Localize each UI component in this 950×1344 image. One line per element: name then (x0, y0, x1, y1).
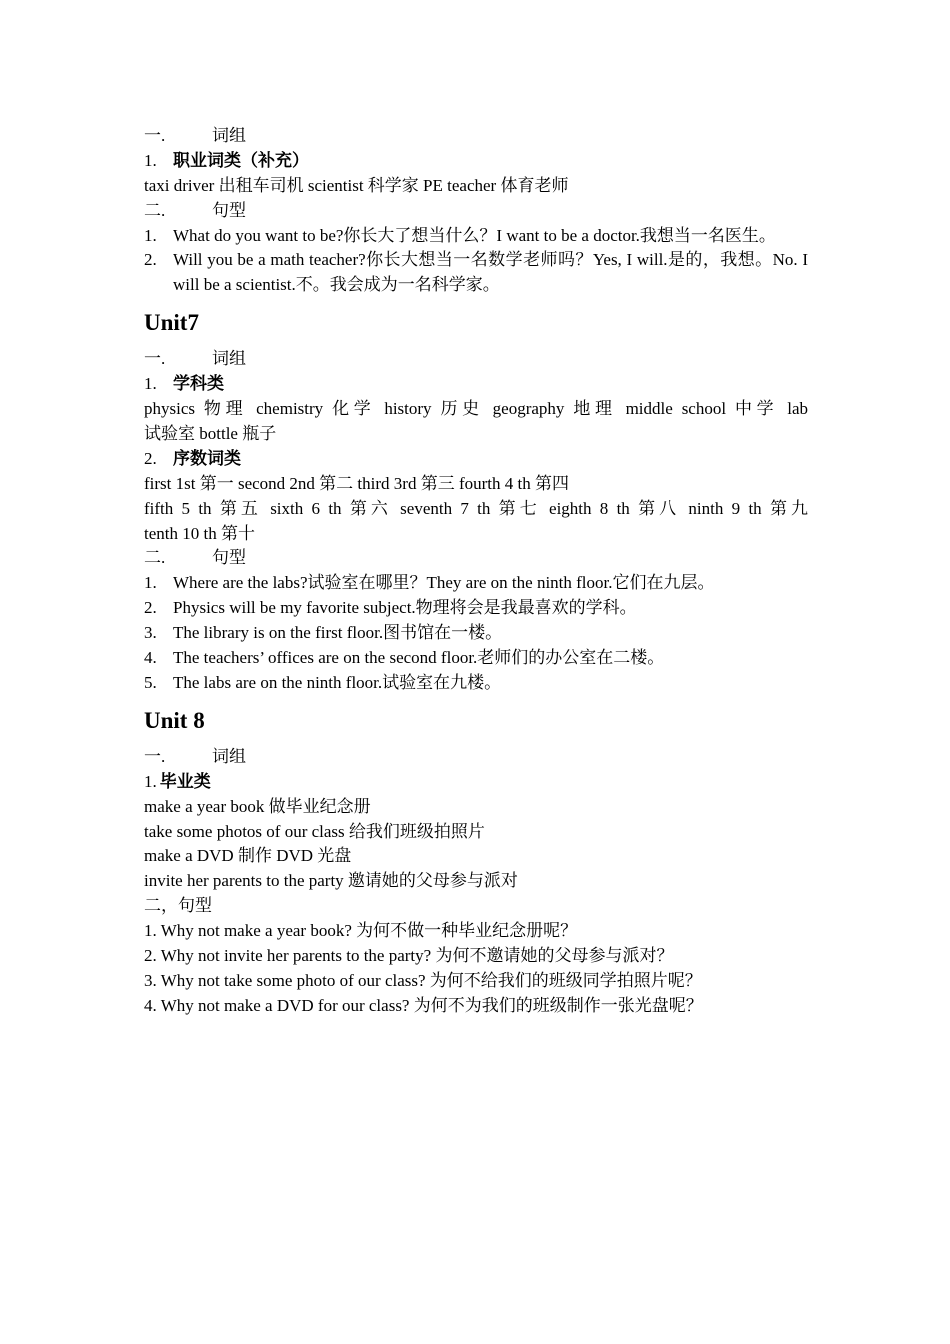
u8-sentence-line: 2. Why not invite her parents to the party? 为何不邀请她的父母参与派对？ (144, 945, 674, 965)
item-text: What do you want to be?你长大了想当什么？I want to be a doctor.我想当一名医生。 (173, 225, 776, 245)
u6-section-phrases-heading (144, 124, 808, 149)
u7-section-phrases-heading (144, 347, 808, 372)
u7-ordinals-line-2: fifth 5 th 第五 sixth 6 th 第六 seventh 7 th 第七 eighth 8 th 第八 ninth 9 th 第九 (144, 498, 808, 518)
u7-sentence-item (144, 596, 808, 621)
u8-phrase-line: make a year book 做毕业纪念册 (144, 796, 371, 816)
u6-section-sentences-heading (144, 199, 808, 224)
item-text: Physics will be my favorite subject.物理将会是我最喜欢的学科。 (173, 598, 637, 618)
item-number: 2. (144, 250, 157, 270)
section-title: 词组 (212, 746, 246, 766)
item-number: 1. (144, 225, 157, 245)
u7-ordinals-line-1: first 1st 第一 second 2nd 第二 third 3rd 第三 fourth 4 th 第四 (144, 473, 569, 493)
unit8-title: Unit 8 (144, 707, 205, 733)
item-number: 4. (144, 648, 157, 668)
unit7-title: Unit7 (144, 310, 199, 336)
u6-vocab-line: taxi driver 出租车司机 scientist 科学家 PE teacher 体育老师 (144, 175, 569, 195)
section-title: 词组 (212, 126, 246, 145)
u6-subsection-jobs-heading (144, 149, 808, 174)
section-number: 一. (144, 349, 166, 369)
subsection-number: 1. (144, 374, 157, 394)
u6-sentence-item (144, 248, 808, 298)
u7-sentence-item (144, 621, 808, 646)
section-title: 词组 (212, 349, 246, 369)
u8-sentence-line: 3. Why not take some photo of our class? 为何不给我们的班级同学拍照片呢？ (144, 970, 702, 990)
subsection-number: 1. (144, 150, 157, 170)
u6-sentence-item (144, 224, 808, 249)
u7-ordinals-line-3: tenth 10 th 第十 (144, 523, 255, 543)
item-number: 2. (144, 598, 157, 618)
u7-sentence-item (144, 571, 808, 596)
u7-sentence-item (144, 646, 808, 671)
item-text: The library is on the first floor.图书馆在一楼。 (173, 623, 503, 643)
subsection-number: 2. (144, 448, 157, 468)
subsection-title: 职业词类（补充） (173, 150, 309, 170)
subsection-title: 序数词类 (173, 448, 241, 468)
subsection-title: 学科类 (173, 374, 224, 394)
section-title: 句型 (212, 200, 246, 220)
section-number: 二. (144, 200, 166, 220)
item-text: The teachers’ offices are on the second floor.老师们的办公室在二楼。 (173, 648, 665, 668)
u7-subjects-line-2: 试验室 bottle 瓶子 (144, 423, 277, 443)
u8-phrase-line: invite her parents to the party 邀请她的父母参与派对 (144, 871, 518, 891)
u7-subsection-ordinals-heading (144, 447, 808, 472)
item-text: The labs are on the ninth floor.试验室在九楼。 (173, 672, 502, 692)
section-number: 二. (144, 548, 166, 568)
u8-subsection-graduation-heading (144, 770, 808, 795)
subsection-number: 1. (144, 771, 157, 791)
u8-phrase-line: take some photos of our class 给我们班级拍照片 (144, 821, 485, 841)
u7-subjects-line-1: physics 物理 chemistry 化学 history 历史 geography 地理 middle school 中学 lab (144, 399, 808, 419)
u7-sentence-item (144, 671, 808, 696)
subsection-title: 毕业类 (159, 771, 211, 791)
u7-subsection-subjects-heading (144, 372, 808, 397)
u8-sentence-line: 4. Why not make a DVD for our class? 为何不为我们的班级制作一张光盘呢？ (144, 995, 703, 1015)
u7-section-sentences-heading (144, 546, 808, 571)
item-text: Where are the labs?试验室在哪里？They are on the ninth floor.它们在九层。 (173, 573, 715, 593)
item-number: 3. (144, 623, 157, 643)
item-number: 1. (144, 573, 157, 593)
u8-section-phrases-heading (144, 745, 808, 770)
section-number: 一. (144, 126, 166, 145)
document-content (144, 124, 808, 1019)
u8-phrase-line: make a DVD 制作 DVD 光盘 (144, 846, 352, 866)
item-text: Will you be a math teacher?你长大想当一名数学老师吗？Yes, I will.是的，我想。No. I will be a scientist.不。我会成为一名科学家。 (173, 250, 808, 295)
item-number: 5. (144, 672, 157, 692)
section-number: 一. (144, 746, 166, 766)
u8-sentence-line: 1. Why not make a year book? 为何不做一种毕业纪念册呢？ (144, 921, 578, 941)
section-title: 句型 (212, 548, 246, 568)
u8-section-sentences-heading: 二，句型 (144, 896, 212, 916)
